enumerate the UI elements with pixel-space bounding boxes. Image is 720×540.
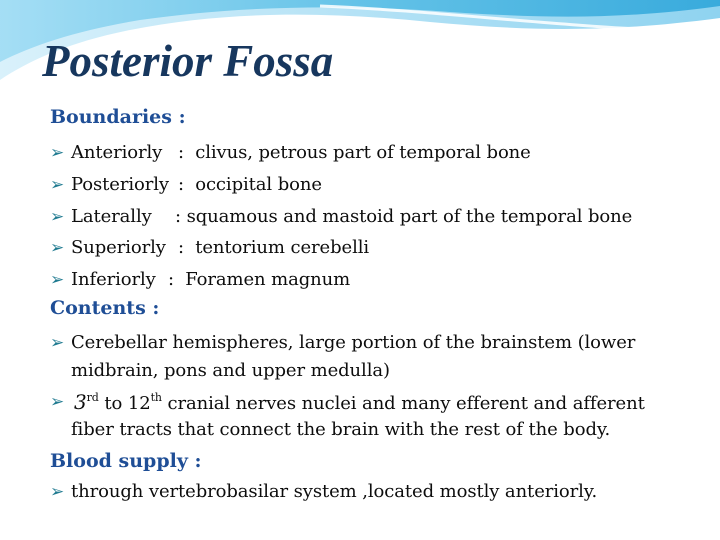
boundary-label: Superiorly — [71, 237, 166, 258]
boundary-separator: : — [168, 269, 174, 290]
boundary-text: Foramen magnum — [185, 269, 351, 290]
arrowhead-bullet-icon: ➢ — [50, 333, 65, 353]
boundary-separator: : — [178, 174, 184, 195]
arrowhead-bullet-icon: ➢ — [50, 175, 65, 195]
arrowhead-bullet-icon: ➢ — [50, 207, 65, 227]
arrowhead-bullet-icon: ➢ — [50, 270, 65, 290]
ordinal-suffix: rd — [86, 391, 99, 404]
arrowhead-bullet-icon: ➢ — [50, 143, 65, 163]
boundary-text: squamous and mastoid part of the temporal bone — [186, 206, 633, 227]
contents-item-line: cranial nerves nuclei and many efferent and afferent — [167, 393, 645, 414]
range-text: to 12 — [104, 393, 151, 414]
ordinal-number: 3 — [74, 390, 87, 414]
boundary-label: Anteriorly — [71, 142, 163, 163]
boundaries-heading: Boundaries : — [50, 106, 186, 128]
boundary-label: Laterally — [71, 206, 152, 227]
contents-heading: Contents : — [50, 297, 160, 319]
blood-supply-text: through vertebrobasilar system ,located mostly anteriorly. — [71, 481, 598, 502]
boundary-label: Inferiorly — [71, 269, 156, 290]
ordinal-suffix: th — [150, 391, 162, 404]
boundary-separator: : — [178, 142, 184, 163]
arrowhead-bullet-icon: ➢ — [50, 238, 65, 258]
blood-supply-heading: Blood supply : — [50, 450, 202, 472]
boundary-separator: : — [178, 237, 184, 258]
boundary-text: clivus, petrous part of temporal bone — [195, 142, 531, 163]
arrowhead-bullet-icon: ➢ — [50, 392, 65, 412]
arrowhead-bullet-icon: ➢ — [50, 482, 65, 502]
page-title: Posterior Fossa — [42, 36, 334, 86]
boundary-separator: : — [175, 206, 181, 227]
contents-item-line: Cerebellar hemispheres, large portion of the brainstem (lower — [71, 332, 636, 353]
boundary-label: Posteriorly — [71, 174, 169, 195]
contents-item-line-continued: fiber tracts that connect the brain with the rest of the body. — [71, 419, 611, 440]
contents-item-line-continued: midbrain, pons and upper medulla) — [71, 360, 390, 381]
boundary-text: tentorium cerebelli — [195, 237, 370, 258]
boundary-text: occipital bone — [195, 174, 322, 195]
